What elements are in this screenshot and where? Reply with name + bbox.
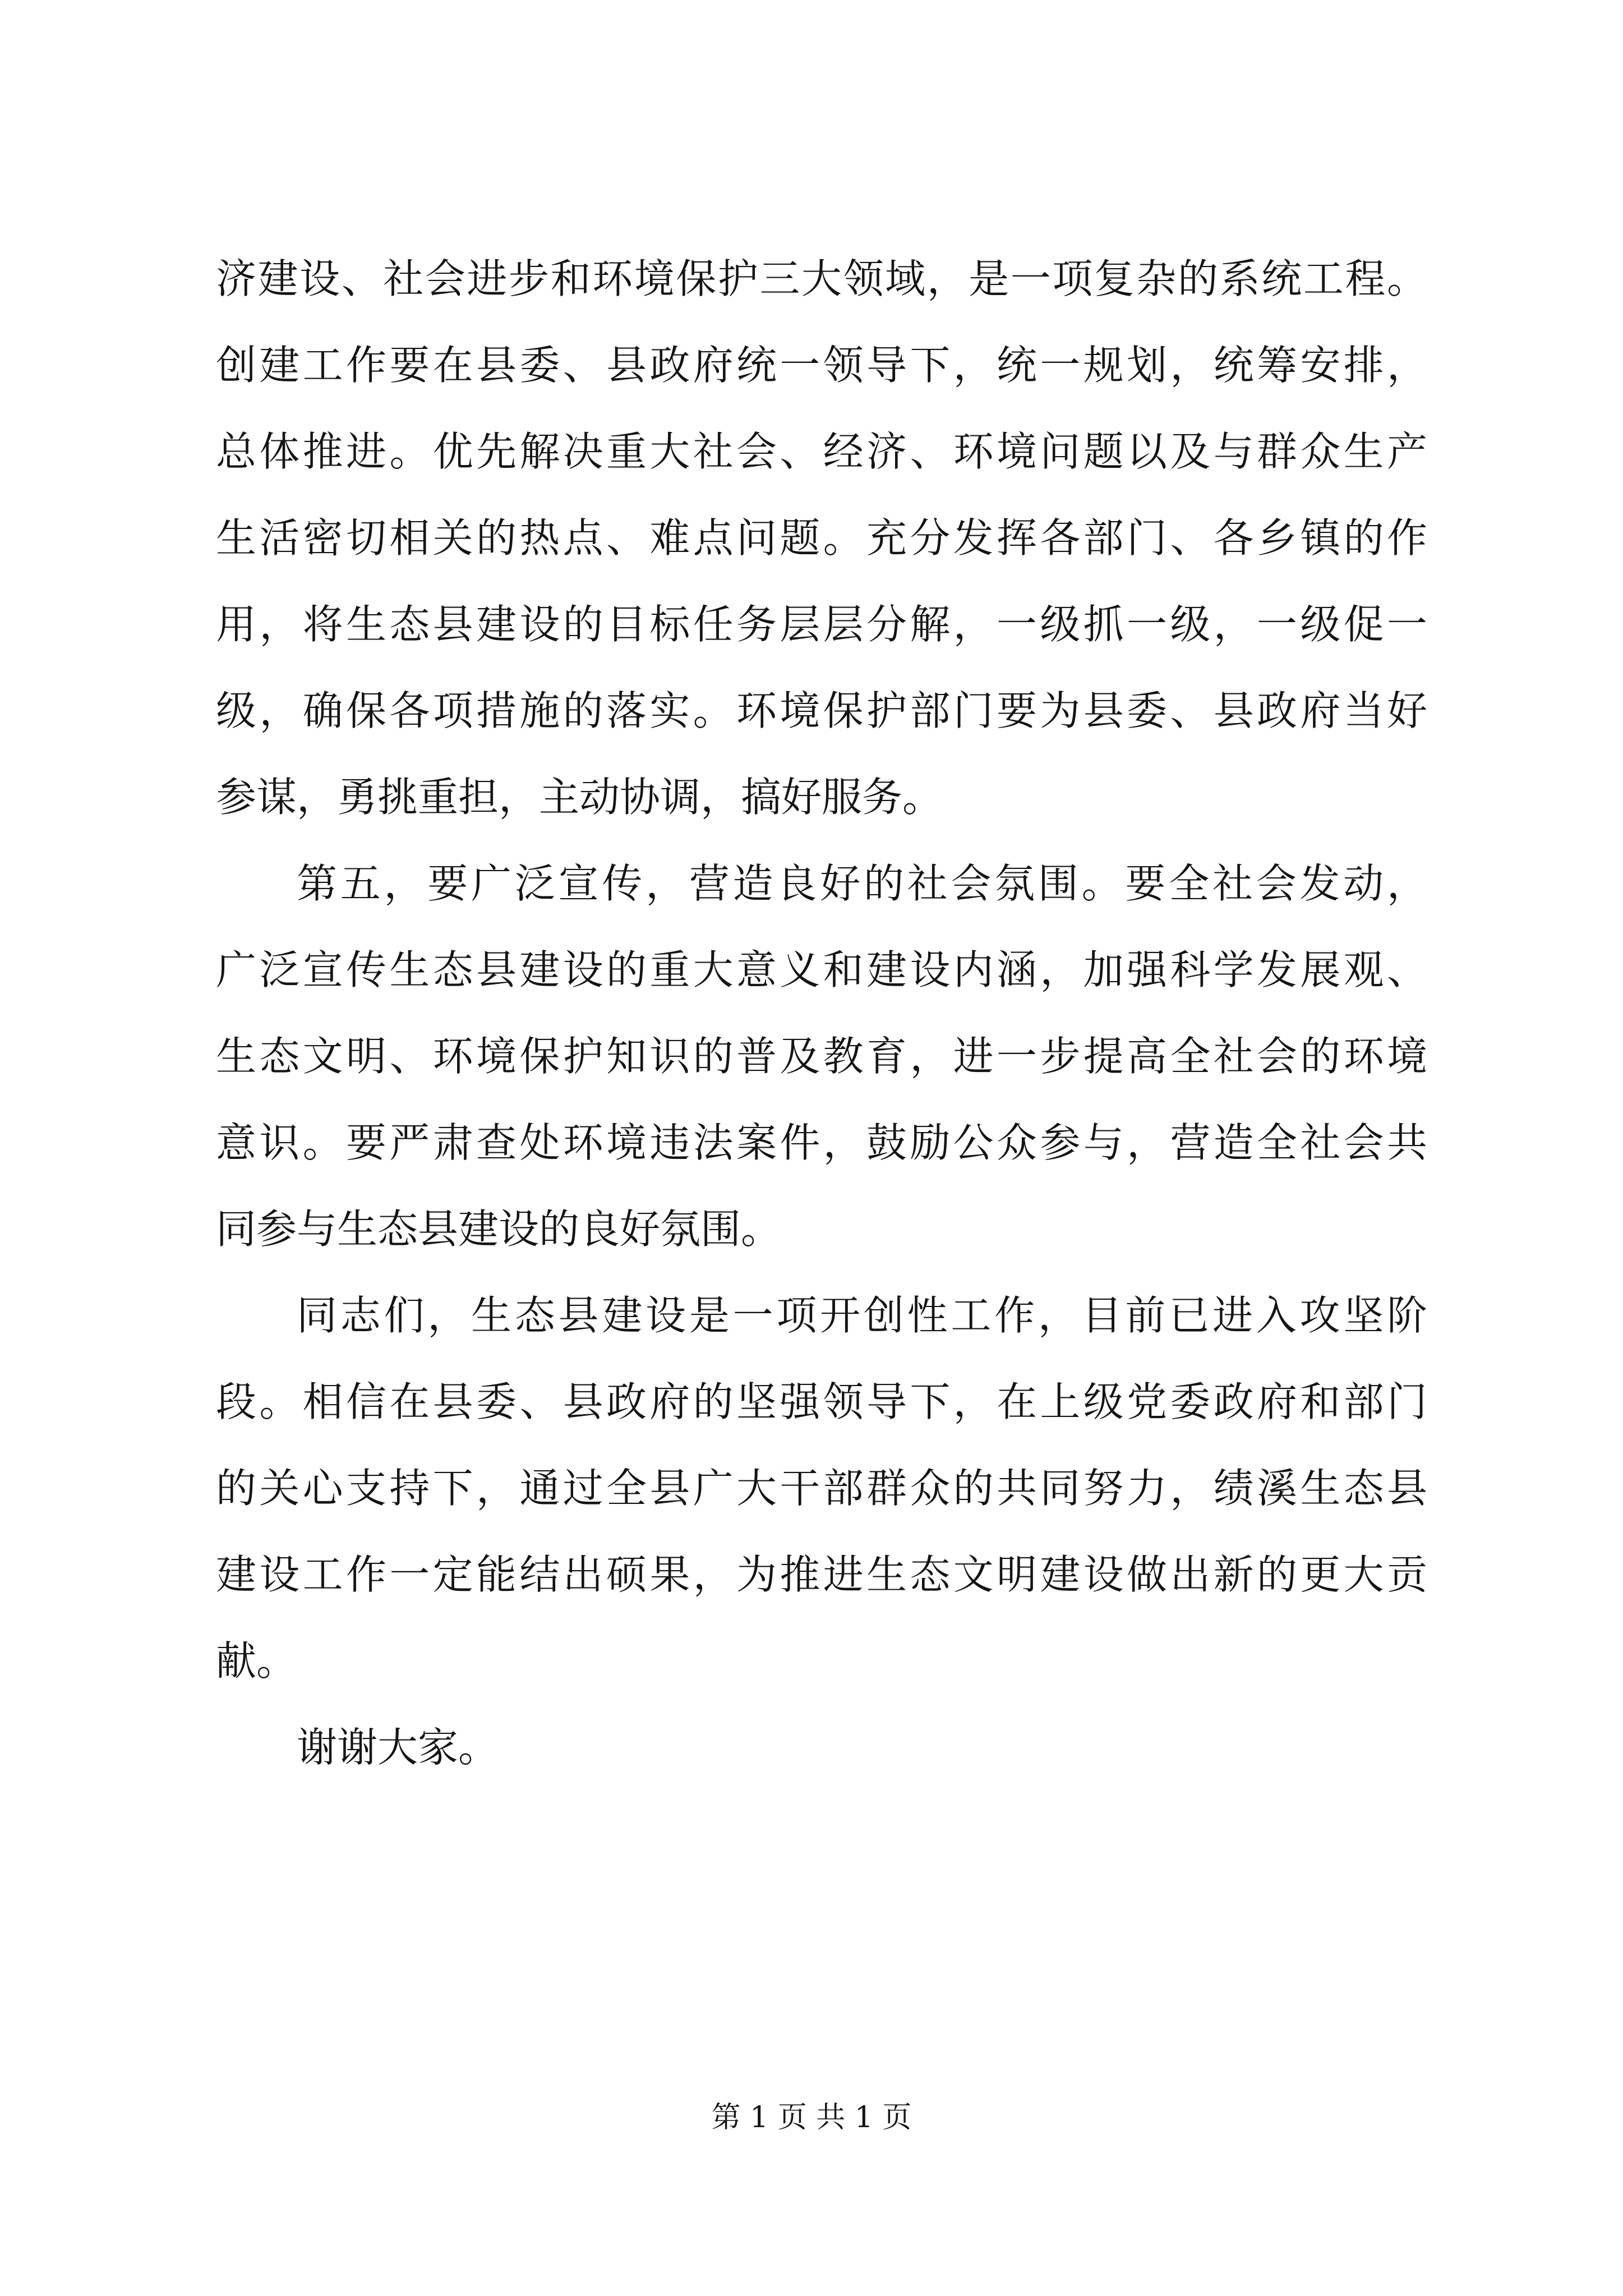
text-line: 广泛宣传生态县建设的重大意义和建设内涵，加强科学发展观、 [216, 946, 1427, 993]
text-line: 级，确保各项措施的落实。环境保护部门要为县委、县政府当好 [216, 687, 1427, 734]
paragraph-first-line: 第五，要广泛宣传，营造良好的社会氛围。要全社会发动， [297, 860, 1427, 907]
text-line: 同参与生态县建设的良好氛围。 [216, 1205, 782, 1253]
text-line: 生活密切相关的热点、难点问题。充分发挥各部门、各乡镇的作 [216, 514, 1427, 562]
text-line: 济建设、社会进步和环境保护三大领域，是一项复杂的系统工程。 [216, 255, 1427, 302]
page-number-footer: 第 1 页 共 1 页 [711, 2101, 912, 2134]
text-line: 生态文明、环境保护知识的普及教育，进一步提高全社会的环境 [216, 1033, 1427, 1080]
text-line: 用，将生态县建设的目标任务层层分解，一级抓一级，一级促一 [216, 601, 1427, 648]
text-line: 意识。要严肃查处环境违法案件，鼓励公众参与，营造全社会共 [216, 1119, 1427, 1166]
text-line: 创建工作要在县委、县政府统一领导下，统一规划，统筹安排， [216, 342, 1427, 389]
paragraph-first-line: 同志们，生态县建设是一项开创性工作，目前已进入攻坚阶 [297, 1292, 1427, 1339]
text-line: 参谋，勇挑重担，主动协调，搞好服务。 [216, 774, 943, 821]
text-line: 总体推进。优先解决重大社会、经济、环境问题以及与群众生产 [216, 428, 1427, 475]
text-line: 段。相信在县委、县政府的坚强领导下，在上级党委政府和部门 [216, 1378, 1427, 1425]
text-line: 建设工作一定能结出硕果，为推进生态文明建设做出新的更大贡 [216, 1551, 1427, 1598]
text-line: 的关心支持下，通过全县广大干部群众的共同努力，绩溪生态县 [216, 1465, 1427, 1512]
closing-line: 谢谢大家。 [297, 1724, 499, 1771]
text-line: 献。 [216, 1637, 297, 1685]
document-body [216, 236, 1427, 1791]
